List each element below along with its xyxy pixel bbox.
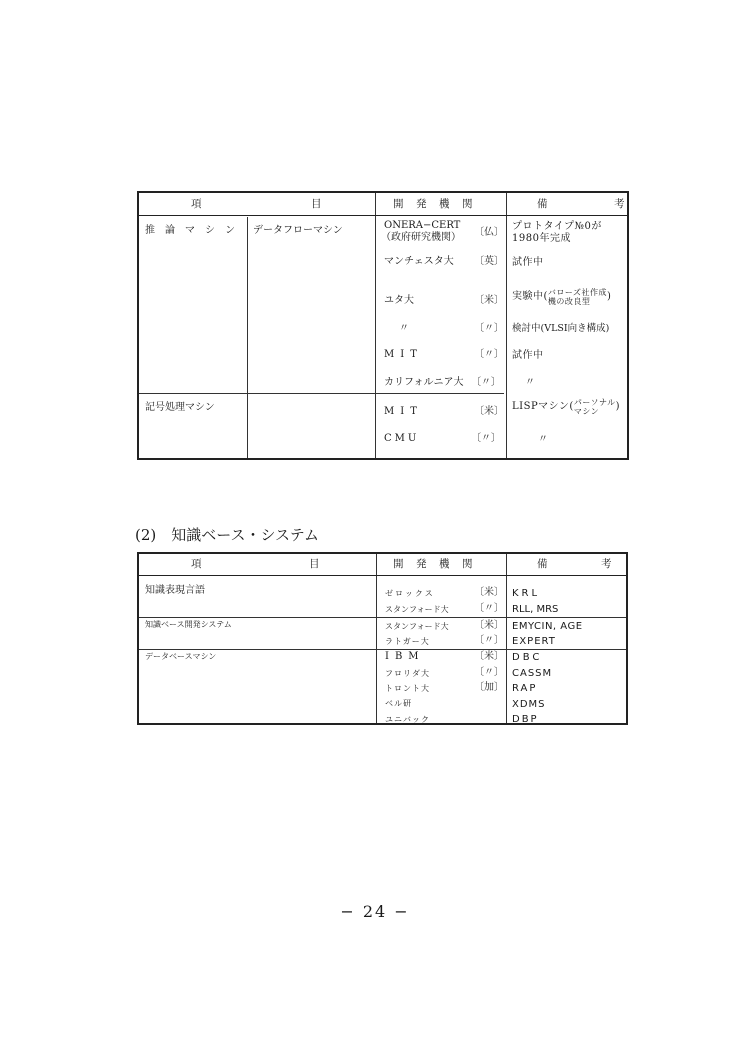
note-paren-line2: 機の改良型 (547, 297, 591, 306)
org-cell: スタンフォード大 (385, 605, 449, 614)
note-cell: CASSM (512, 668, 553, 679)
close-paren: ) (615, 401, 621, 412)
country-cell: 〔〃〕 (471, 433, 501, 444)
note-cell: 試作中 (512, 257, 544, 268)
note-paren-line2: マシン (573, 407, 600, 416)
org-cell: ONERA−CERT (384, 220, 461, 231)
org-cell: カリフォルニア大 (384, 377, 464, 388)
note-paren-line1: バローズ社作成 (547, 288, 608, 297)
close-paren: ) (607, 291, 612, 302)
note-paren-line1: パーソナル (573, 398, 616, 407)
category-symbol-processing-machine: 記号処理マシン (145, 402, 215, 413)
note-cell: 検討中(VLSI向き構成) (512, 323, 610, 334)
header-divider (139, 575, 626, 576)
group-divider (139, 393, 504, 394)
note-cell: XDMS (512, 699, 546, 710)
subcategory-dataflow-machine: データフローマシン (253, 225, 343, 236)
header-item-right: 目 (311, 198, 323, 210)
country-cell: 〔米〕 (474, 651, 504, 662)
header-item-left: 項 (191, 558, 203, 570)
note-cell: DBC (512, 652, 543, 663)
country-cell: 〔〃〕 (474, 323, 504, 334)
org-cell: IBM (385, 651, 425, 662)
header-org: 開 発 機 関 (393, 558, 474, 570)
note-cell: 試作中 (512, 350, 544, 361)
note-paren-stack (548, 288, 607, 306)
header-note-right: 考 (601, 558, 613, 570)
country-cell: 〔〃〕 (474, 635, 504, 646)
note-cell: 〃 (538, 434, 549, 445)
col-divider (506, 193, 507, 458)
note-paren-stack (574, 398, 616, 416)
country-cell: 〔英〕 (474, 256, 504, 267)
org-cell: ラトガー大 (385, 637, 430, 646)
col-divider (375, 193, 376, 458)
org-cell: CMU (384, 433, 420, 444)
note-cell (512, 288, 611, 306)
org-cell: ユニバック (385, 715, 430, 724)
group-divider (139, 649, 626, 650)
country-cell: 〔〃〕 (471, 377, 501, 388)
section-title: (2) 知識ベース・システム (135, 526, 319, 544)
note-cell: RAP (512, 683, 538, 694)
header-note-right: 考 (614, 198, 626, 210)
note-prefix: LISPマシン (512, 401, 570, 412)
header-org: 開 発 機 関 (393, 198, 474, 210)
country-cell: 〔米〕 (474, 620, 504, 631)
table-knowledge-base-systems (137, 552, 628, 725)
category-knowledge-base-dev-system: 知識ベース開発システム (145, 620, 232, 629)
org-cell: ゼロックス (385, 589, 435, 598)
note-cell: RLL, MRS (512, 604, 559, 615)
note-prefix: 実験中 (512, 291, 544, 302)
org-cell: MIT (384, 406, 423, 417)
note-cell (512, 398, 620, 416)
col-divider (247, 217, 248, 458)
org-cell: 〃 (399, 323, 409, 334)
header-item-right: 目 (309, 558, 321, 570)
org-cell-sub: （政府研究機関） (381, 232, 461, 243)
note-cell: DBP (512, 714, 539, 725)
org-cell: マンチェスタ大 (384, 256, 454, 267)
note-cell: プロトタイプ№0が (512, 221, 602, 232)
org-cell: ベル研 (385, 699, 412, 708)
country-cell: 〔米〕 (474, 406, 504, 417)
col-divider (506, 554, 507, 723)
country-cell: 〔米〕 (474, 295, 504, 306)
table-development-machines (137, 191, 629, 460)
open-paren: ( (543, 291, 548, 302)
country-cell: 〔米〕 (474, 587, 504, 598)
group-divider (139, 617, 626, 618)
note-cell: EXPERT (512, 636, 556, 647)
country-cell: 〔仏〕 (474, 227, 504, 238)
header-divider (139, 215, 627, 216)
org-cell: トロント大 (385, 684, 430, 693)
country-cell: 〔加〕 (474, 682, 504, 693)
country-cell: 〔〃〕 (474, 349, 504, 360)
header-note-left: 備 (537, 558, 549, 570)
header-note-left: 備 (537, 198, 549, 210)
note-cell: EMYCIN, AGE (512, 621, 583, 632)
col-divider (376, 554, 377, 723)
org-cell: スタンフォード大 (385, 622, 449, 631)
org-cell: ユタ大 (384, 295, 414, 306)
category-knowledge-representation-language: 知識表現言語 (145, 585, 205, 596)
org-cell: フロリダ大 (385, 669, 430, 678)
page-number: − 24 − (340, 902, 410, 921)
category-inference-machine: 推 論 マ シ ン (145, 225, 235, 236)
open-paren: ( (569, 401, 574, 412)
org-cell: MIT (384, 349, 423, 360)
note-cell-sub: 1980年完成 (512, 233, 571, 244)
country-cell: 〔〃〕 (474, 603, 504, 614)
note-cell: 〃 (525, 377, 536, 388)
note-cell: KRL (512, 588, 541, 599)
category-database-machine: データベースマシン (145, 652, 217, 661)
header-item-left: 項 (191, 198, 203, 210)
country-cell: 〔〃〕 (474, 667, 504, 678)
